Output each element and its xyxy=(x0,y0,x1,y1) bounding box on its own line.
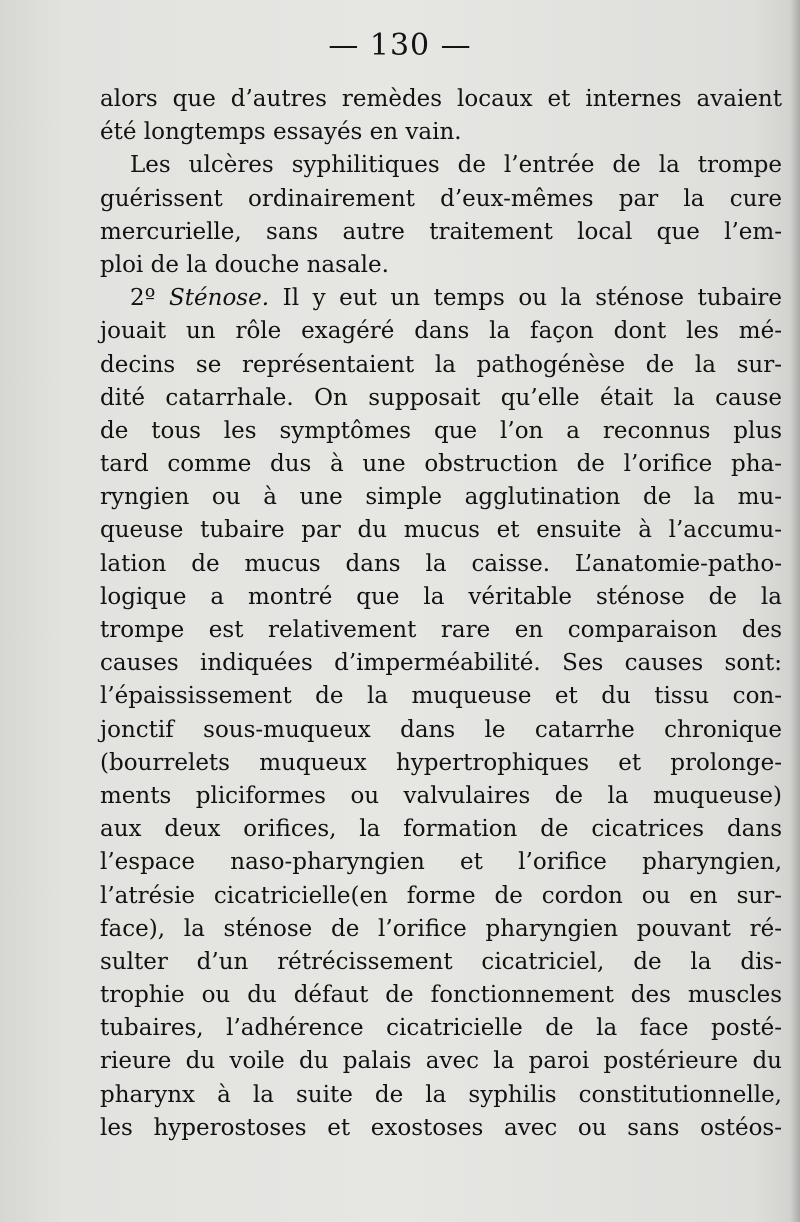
text-line: tard comme dus à une obstruction de l’orifice pha- xyxy=(100,451,782,478)
page-edge-shadow xyxy=(790,0,800,1222)
text-line: pharynx à la suite de la syphilis constitutionnelle, xyxy=(100,1081,782,1108)
text-line: trophie ou du défaut de fonctionnement des muscles xyxy=(100,982,782,1009)
text-line: aux deux orifices, la formation de cicatrices dans xyxy=(100,816,782,843)
text-line: sulter d’un rétrécissement cicatriciel, de la dis- xyxy=(100,948,782,975)
text-line: dité catarrhale. On supposait qu’elle était la cause xyxy=(100,384,782,411)
text-line: lation de mucus dans la caisse. L’anatomie-patho- xyxy=(100,550,782,577)
text-line: (bourrelets muqueux hypertrophiques et prolonge- xyxy=(100,749,782,776)
section-line xyxy=(100,282,782,315)
text-line: l’atrésie cicatricielle(en forme de cordon ou en sur- xyxy=(100,882,782,909)
text-line: alors que d’autres remèdes locaux et internes avaient xyxy=(100,86,782,112)
text-line: jonctif sous-muqueux dans le catarrhe chronique xyxy=(100,716,782,743)
body-text xyxy=(100,83,782,1145)
text-line: ploi de la douche nasale. xyxy=(100,251,389,278)
text-line: ryngien ou à une simple agglutination de la mu- xyxy=(100,484,782,511)
text-line: decins se représentaient la pathogénèse de la sur- xyxy=(100,351,782,378)
text-line: tubaires, l’adhérence cicatricielle de la face posté- xyxy=(100,1015,782,1042)
text-line: queuse tubaire par du mucus et ensuite à l’accumu- xyxy=(100,517,782,544)
text-line: trompe est relativement rare en comparaison des xyxy=(100,617,782,643)
text-line: les hyperostoses et exostoses avec ou sans ostéos- xyxy=(100,1114,782,1141)
section-title: Sténose. xyxy=(169,285,270,312)
text-line: Il y eut un temps ou la sténose tubaire xyxy=(282,285,783,312)
section-number: 2º xyxy=(130,285,156,312)
text-line: été longtemps essayés en vain. xyxy=(100,119,462,146)
page-number: — 130 — xyxy=(328,28,472,63)
text-line: Les ulcères syphilitiques de l’entrée de la trompe xyxy=(130,152,782,179)
text-line: guérissent ordinairement d’eux-mêmes par la cure xyxy=(100,185,782,212)
text-line: l’épaississement de la muqueuse et du tissu con- xyxy=(100,683,782,710)
text-line: causes indiquées d’imperméabilité. Ses causes sont: xyxy=(100,650,782,677)
text-line: rieure du voile du palais avec la paroi postérieure du xyxy=(100,1048,782,1075)
text-line: mercurielle, sans autre traitement local que l’em- xyxy=(100,218,782,245)
text-line: face), la sténose de l’orifice pharyngien pouvant ré- xyxy=(100,915,782,942)
text-line: de tous les symptômes que l’on a reconnus plus xyxy=(100,417,782,444)
text-line: jouait un rôle exagéré dans la façon dont les mé- xyxy=(100,318,782,345)
text-line: ments pliciformes ou valvulaires de la muqueuse) xyxy=(100,782,782,809)
text-line: logique a montré que la véritable sténose de la xyxy=(100,583,782,610)
text-line: l’espace naso-pharyngien et l’orifice pharyngien, xyxy=(100,849,782,876)
